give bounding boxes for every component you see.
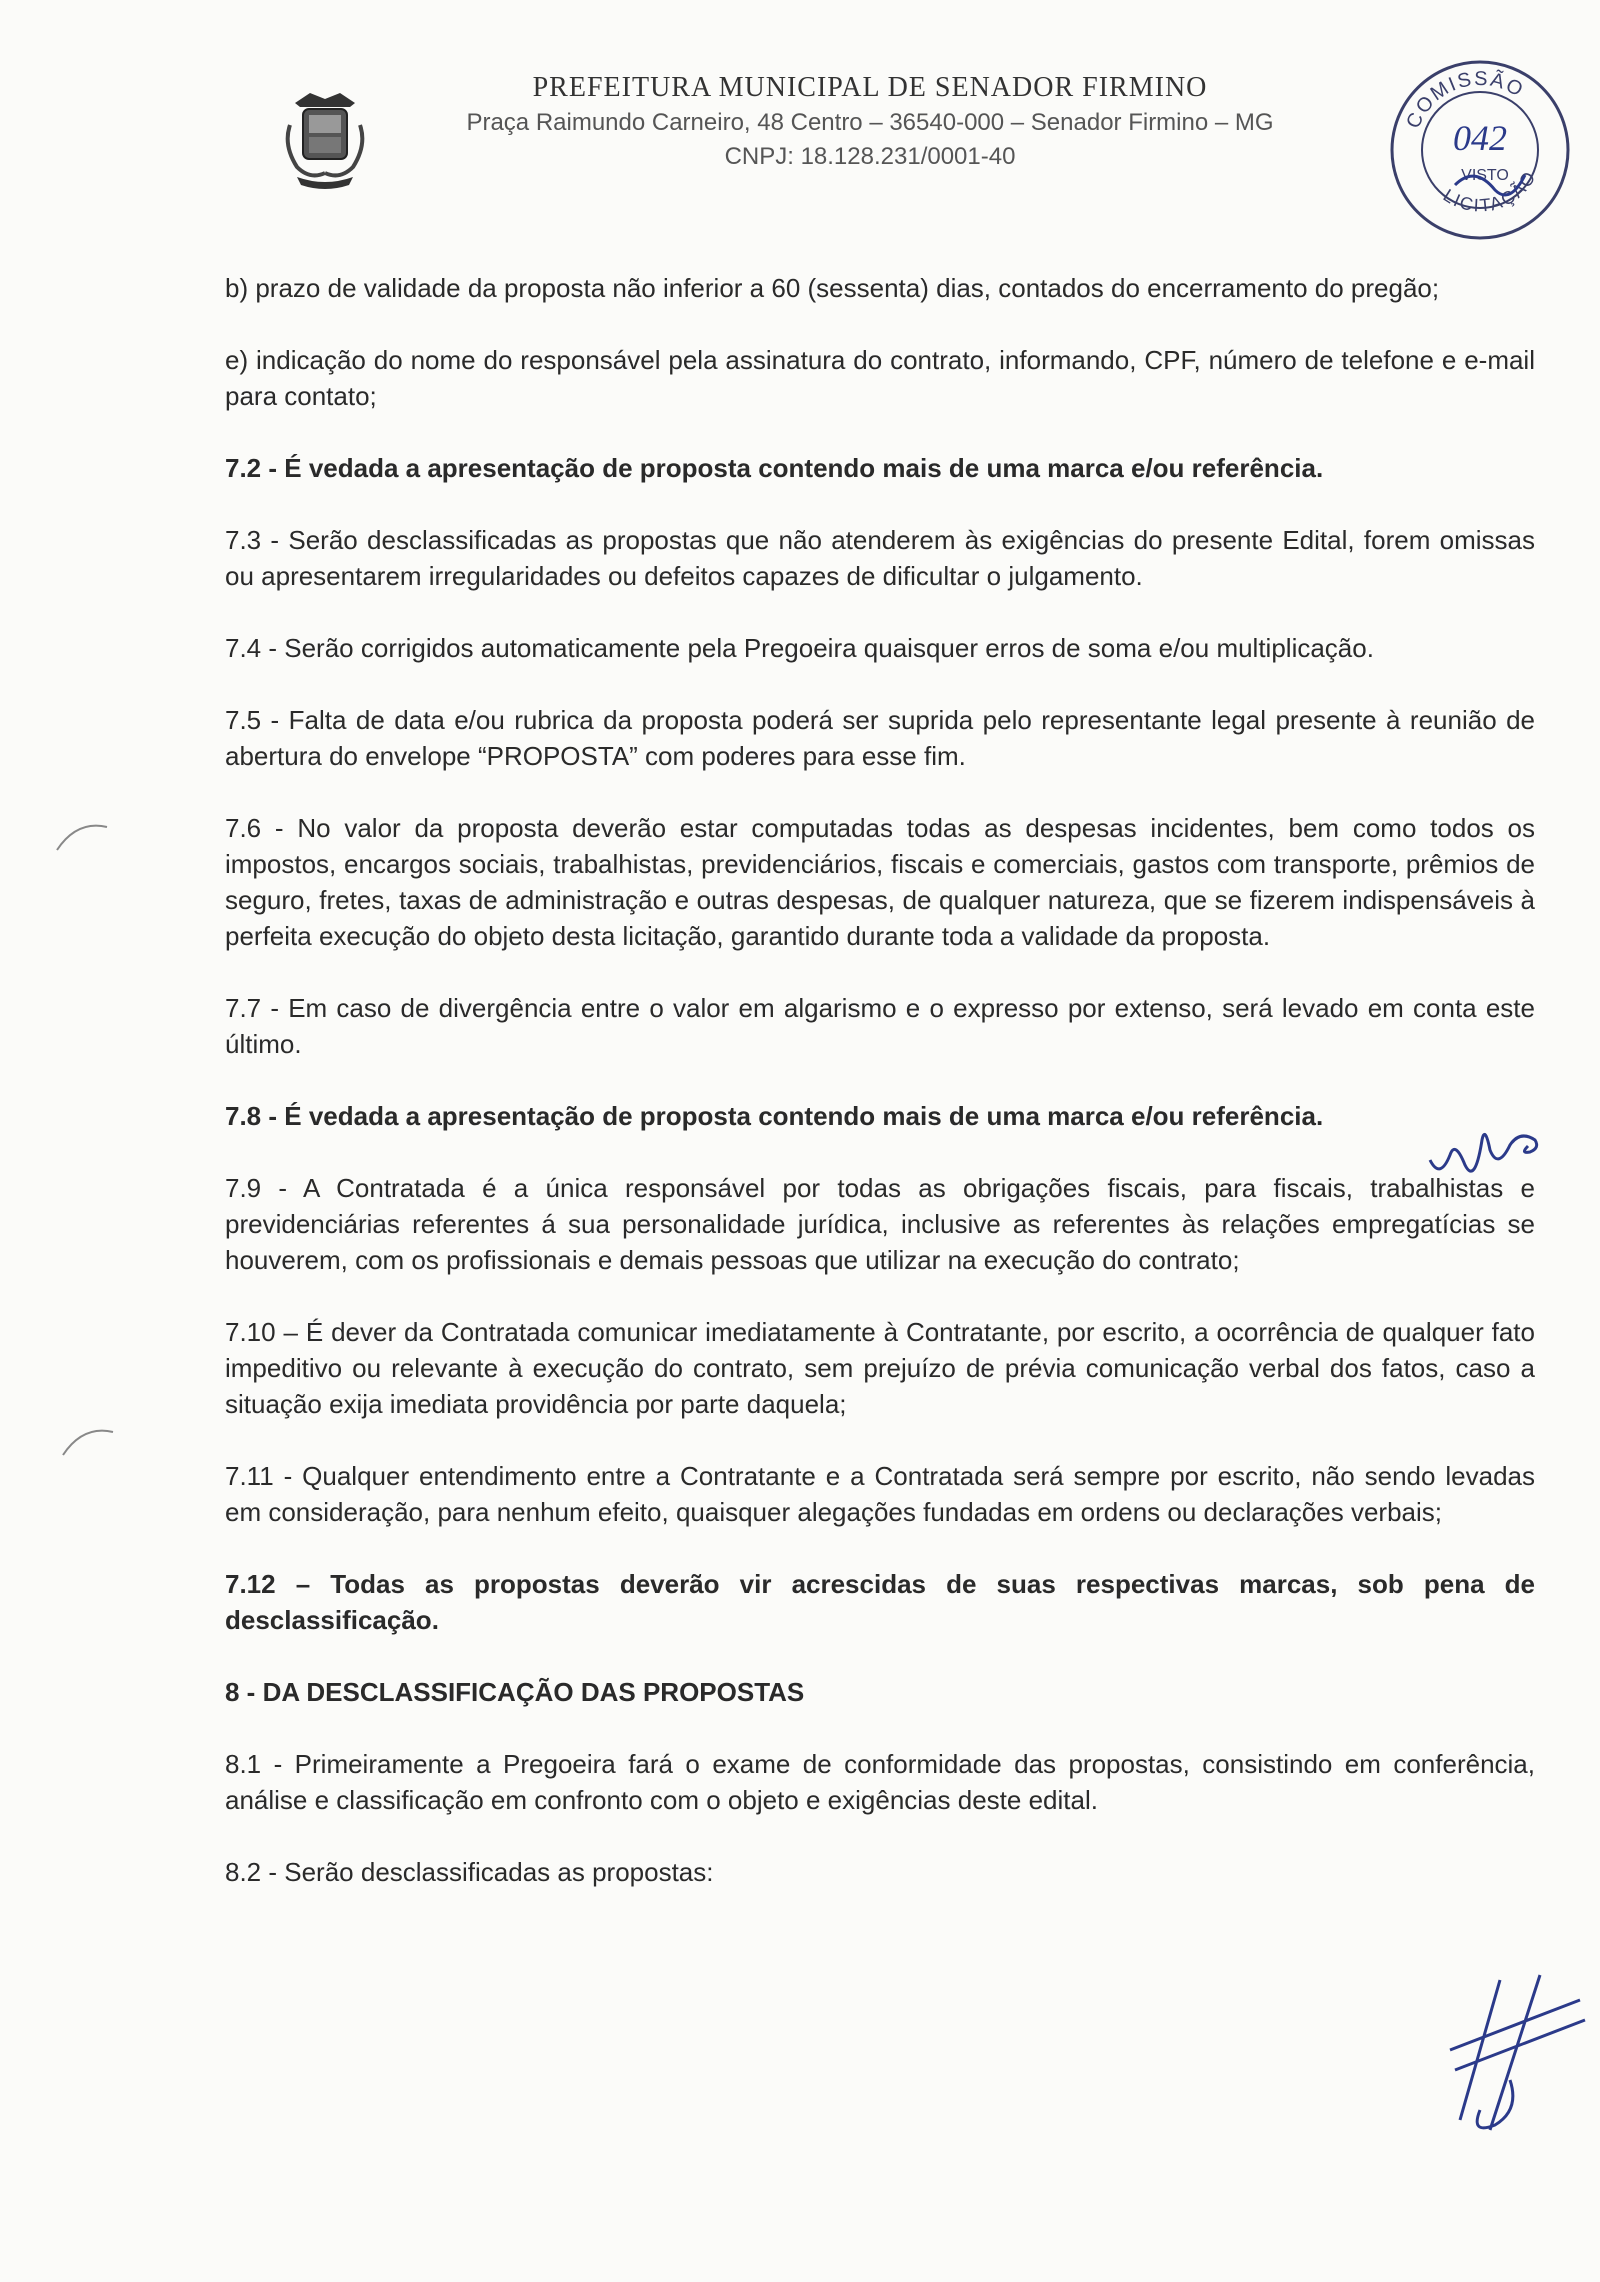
clause-7-9: 7.9 - A Contratada é a única responsável por todas as obrigações fiscais, para fiscais, trabalhistas e previdenciárias referentes á sua personalidade jurídica, inclusive as referentes às relações empregatícias se houverem, com os profissionais e demais pessoas que utilizar na execução do contrato; bbox=[225, 1173, 1535, 1275]
stamp-visto: VISTO bbox=[1461, 167, 1509, 184]
clause-7-7: 7.7 - Em caso de divergência entre o valor em algarismo e o expresso por extenso, será levado em conta este último. bbox=[225, 993, 1535, 1059]
clause-7-5: 7.5 - Falta de data e/ou rubrica da proposta poderá ser suprida pelo representante legal presente à reunião de abertura do envelope “PROPOSTA” com poderes para esse fim. bbox=[225, 705, 1535, 771]
commission-stamp bbox=[1385, 55, 1575, 245]
letterhead bbox=[420, 70, 1320, 174]
letterhead-address: Praça Raimundo Carneiro, 48 Centro – 36540-000 – Senador Firmino – MG bbox=[466, 109, 1274, 136]
stamp-arc-top: COMISSÃO bbox=[1402, 67, 1529, 132]
clause-7-4: 7.4 - Serão corrigidos automaticamente pela Pregoeira quaisquer erros de soma e/ou multiplicação. bbox=[225, 633, 1374, 663]
handwritten-initials-signature bbox=[1420, 1110, 1550, 1190]
clause-7-6: 7.6 - No valor da proposta deverão estar computadas todas as despesas incidentes, bem como todos os impostos, encargos sociais, trabalhistas, previdenciários, fiscais e comerciais, gastos com transporte, prêmios de seguro, fretes, taxas de administração e outras despesas, de qualquer natureza, que se fizerem indispensáveis à perfeita execução do objeto desta licitação, garantido durante toda a validade da proposta. bbox=[225, 813, 1535, 951]
clause-8-2: 8.2 - Serão desclassificadas as propostas: bbox=[225, 1857, 714, 1887]
handwritten-signature bbox=[1440, 1960, 1590, 2140]
clause-7-8: 7.8 - É vedada a apresentação de proposta contendo mais de uma marca e/ou referência. bbox=[225, 1101, 1324, 1131]
clause-7-12: 7.12 – Todas as propostas deverão vir acrescidas de suas respectivas marcas, sob pena de desclassificação. bbox=[225, 1569, 1535, 1635]
letterhead-cnpj: CNPJ: 18.128.231/0001-40 bbox=[724, 143, 1016, 170]
clause-e: e) indicação do nome do responsável pela assinatura do contrato, informando, CPF, número de telefone e e-mail para contato; bbox=[225, 345, 1535, 411]
clause-7-2: 7.2 - É vedada a apresentação de proposta contendo mais de uma marca e/ou referência. bbox=[225, 453, 1324, 483]
clause-7-11: 7.11 - Qualquer entendimento entre a Contratante e a Contratada será sempre por escrito, não sendo levadas em consideração, para nenhum efeito, quaisquer alegações fundadas em ordens ou declarações verbais; bbox=[225, 1461, 1535, 1527]
clause-8-1: 8.1 - Primeiramente a Pregoeira fará o exame de conformidade das propostas, consistindo em conferência, análise e classificação em confronto com o objeto e exigências deste edital. bbox=[225, 1749, 1535, 1815]
document-body bbox=[225, 270, 1535, 1926]
municipal-coat-of-arms-icon bbox=[275, 85, 375, 195]
stamp-arc-bottom: LICITAÇÃO bbox=[1439, 166, 1541, 216]
clause-7-3: 7.3 - Serão desclassificadas as propostas que não atenderem às exigências do presente Edital, forem omissas ou apresentarem irregularidades ou defeitos capazes de dificultar o julgamento. bbox=[225, 525, 1535, 591]
clause-8: 8 - DA DESCLASSIFICAÇÃO DAS PROPOSTAS bbox=[225, 1677, 805, 1707]
clause-b: b) prazo de validade da proposta não inferior a 60 (sessenta) dias, contados do encerramento do pregão; bbox=[225, 273, 1440, 303]
stamp-number: 042 bbox=[1453, 118, 1507, 158]
clause-7-10: 7.10 – É dever da Contratada comunicar imediatamente à Contratante, por escrito, a ocorrência de qualquer fato impeditivo ou relevante à execução do contrato, sem prejuízo de prévia comunicação verbal dos fatos, caso a situação exija imediata providência por parte daquela; bbox=[225, 1317, 1535, 1419]
letterhead-title: PREFEITURA MUNICIPAL DE SENADOR FIRMINO bbox=[532, 72, 1208, 103]
margin-hole-mark bbox=[58, 1420, 118, 1460]
margin-hole-mark bbox=[52, 815, 112, 855]
